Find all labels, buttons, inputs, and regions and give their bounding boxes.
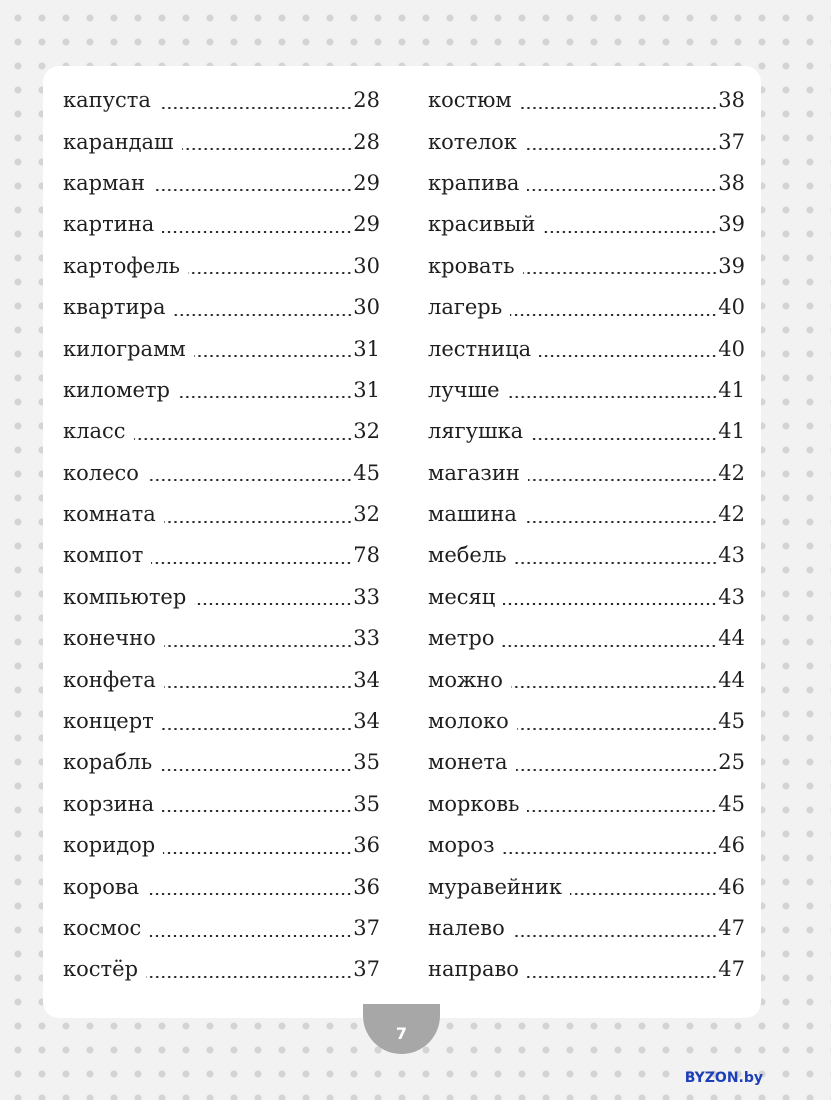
entry-page: 47 <box>718 957 745 982</box>
entry-page: 40 <box>718 295 745 320</box>
entry-word: компот <box>63 543 144 568</box>
index-entry <box>428 80 745 121</box>
page-number: 7 <box>395 1023 408 1043</box>
entry-page: 35 <box>353 750 380 775</box>
entry-page: 42 <box>718 460 745 485</box>
entry-word: красивый <box>428 212 536 237</box>
leader-dots <box>182 148 353 150</box>
entry-page: 30 <box>353 253 380 278</box>
leader-dots <box>162 231 352 233</box>
leader-dots <box>528 479 717 481</box>
index-column-right <box>428 80 745 991</box>
entry-word: мороз <box>428 833 495 858</box>
entry-word: картофель <box>63 253 180 278</box>
entry-page: 47 <box>718 916 745 940</box>
entry-page: 28 <box>353 88 380 113</box>
entry-word: можно <box>428 667 503 692</box>
entry-page: 33 <box>353 626 380 651</box>
entry-page: 37 <box>718 129 745 154</box>
leader-dots <box>163 852 352 854</box>
leader-dots <box>188 272 352 274</box>
entry-page: 30 <box>353 295 380 320</box>
entry-page: 44 <box>718 626 745 651</box>
leader-dots <box>178 396 352 398</box>
index-entry <box>428 659 745 700</box>
leader-dots <box>502 645 717 647</box>
index-entry <box>428 742 745 783</box>
leader-dots <box>164 645 353 647</box>
index-entry <box>428 908 745 949</box>
index-entry <box>428 494 745 535</box>
entry-word: корабль <box>63 750 153 775</box>
entry-page: 39 <box>718 212 745 237</box>
index-entry <box>63 618 380 659</box>
leader-dots <box>174 314 353 316</box>
leader-dots <box>527 810 717 812</box>
entry-word: корова <box>63 874 140 899</box>
index-entry <box>63 163 380 204</box>
leader-dots <box>513 935 718 937</box>
index-entry <box>428 246 745 287</box>
index-entry <box>428 370 745 411</box>
entry-page: 39 <box>718 253 745 278</box>
index-entry <box>63 825 380 866</box>
leader-dots <box>164 521 353 523</box>
watermark: BYZON.by <box>684 1070 763 1086</box>
index-column-left <box>63 80 380 991</box>
entry-page: 37 <box>353 957 380 982</box>
index-entry <box>63 246 380 287</box>
entry-page: 45 <box>353 460 380 485</box>
leader-dots <box>164 686 352 688</box>
index-entry <box>63 701 380 742</box>
leader-dots <box>153 189 352 191</box>
leader-dots <box>525 148 717 150</box>
index-entry <box>63 535 380 576</box>
index-entry <box>63 204 380 245</box>
entry-word: лучше <box>428 377 500 402</box>
leader-dots <box>527 189 717 191</box>
entry-page: 46 <box>718 874 745 899</box>
index-entry <box>428 618 745 659</box>
entry-page: 28 <box>353 129 380 154</box>
entry-word: крапива <box>428 170 520 195</box>
leader-dots <box>508 396 718 398</box>
entry-word: морковь <box>428 791 520 816</box>
entry-word: мебель <box>428 543 507 568</box>
index-entry <box>63 866 380 907</box>
leader-dots <box>570 893 717 895</box>
entry-page: 31 <box>353 377 380 402</box>
index-entry <box>428 784 745 825</box>
entry-word: квартира <box>63 295 166 320</box>
index-entry <box>63 908 380 949</box>
index-entry <box>428 121 745 162</box>
leader-dots <box>194 603 352 605</box>
entry-page: 38 <box>718 170 745 195</box>
entry-page: 78 <box>353 543 380 568</box>
entry-word: лестница <box>428 336 532 361</box>
index-card <box>43 66 761 1018</box>
entry-page: 34 <box>353 709 380 734</box>
entry-page: 42 <box>718 502 745 527</box>
entry-word: карандаш <box>63 129 174 154</box>
leader-dots <box>510 314 717 316</box>
entry-word: компьютер <box>63 584 187 609</box>
entry-word: килограмм <box>63 336 186 361</box>
entry-word: костюм <box>428 88 512 113</box>
index-entry <box>428 949 745 990</box>
entry-page: 34 <box>353 667 380 692</box>
entry-word: месяц <box>428 584 496 609</box>
entry-word: машина <box>428 502 517 527</box>
leader-dots <box>162 728 353 730</box>
index-entry <box>428 535 745 576</box>
index-entry <box>63 287 380 328</box>
entry-word: лягушка <box>428 419 524 444</box>
entry-word: муравейник <box>428 874 563 899</box>
index-entry <box>63 577 380 618</box>
entry-page: 29 <box>353 212 380 237</box>
entry-word: километр <box>63 377 170 402</box>
index-entry <box>63 742 380 783</box>
entry-page: 32 <box>353 502 380 527</box>
entry-page: 41 <box>718 419 745 444</box>
leader-dots <box>503 852 718 854</box>
entry-page: 45 <box>718 791 745 816</box>
leader-dots <box>149 935 352 937</box>
entry-page: 46 <box>718 833 745 858</box>
index-entry <box>428 163 745 204</box>
leader-dots <box>160 769 352 771</box>
entry-page: 36 <box>353 833 380 858</box>
leader-dots <box>517 728 718 730</box>
entry-word: конечно <box>63 626 156 651</box>
entry-page: 25 <box>718 750 745 775</box>
entry-page: 38 <box>718 88 745 113</box>
leader-dots <box>516 769 718 771</box>
index-entry <box>428 204 745 245</box>
index-entry <box>63 494 380 535</box>
entry-word: монета <box>428 750 508 775</box>
leader-dots <box>523 272 718 274</box>
leader-dots <box>520 107 718 109</box>
entry-page: 45 <box>718 709 745 734</box>
entry-word: налево <box>428 916 505 940</box>
entry-word: направо <box>428 957 519 982</box>
leader-dots <box>543 231 717 233</box>
entry-page: 43 <box>718 543 745 568</box>
index-entry <box>63 411 380 452</box>
entry-word: комната <box>63 502 156 527</box>
leader-dots <box>147 479 352 481</box>
index-entry <box>63 121 380 162</box>
index-entry <box>428 411 745 452</box>
entry-page: 41 <box>718 377 745 402</box>
index-entry <box>63 80 380 121</box>
entry-page: 35 <box>353 791 380 816</box>
entry-word: корзина <box>63 791 155 816</box>
leader-dots <box>159 107 352 109</box>
index-entry <box>428 287 745 328</box>
entry-word: класс <box>63 419 126 444</box>
entry-page: 37 <box>353 916 380 940</box>
leader-dots <box>134 438 353 440</box>
entry-word: кровать <box>428 253 515 278</box>
entry-word: космос <box>63 916 142 940</box>
entry-page: 32 <box>353 419 380 444</box>
index-entry <box>428 866 745 907</box>
page-number-badge <box>363 1004 440 1054</box>
entry-page: 40 <box>718 336 745 361</box>
leader-dots <box>162 810 352 812</box>
entry-word: молоко <box>428 709 509 734</box>
entry-page: 44 <box>718 667 745 692</box>
index-entry <box>63 949 380 990</box>
entry-page: 43 <box>718 584 745 609</box>
entry-word: картина <box>63 212 155 237</box>
index-entry <box>63 370 380 411</box>
leader-dots <box>147 893 352 895</box>
entry-word: котелок <box>428 129 517 154</box>
entry-word: карман <box>63 170 145 195</box>
leader-dots <box>146 976 352 978</box>
leader-dots <box>531 438 717 440</box>
index-entry <box>63 659 380 700</box>
index-entry <box>63 784 380 825</box>
entry-word: магазин <box>428 460 520 485</box>
leader-dots <box>525 521 717 523</box>
entry-word: капуста <box>63 88 151 113</box>
index-entry <box>428 701 745 742</box>
index-entry <box>428 577 745 618</box>
leader-dots <box>527 976 717 978</box>
entry-word: коридор <box>63 833 156 858</box>
entry-page: 33 <box>353 584 380 609</box>
index-entry <box>63 453 380 494</box>
entry-word: лагерь <box>428 295 503 320</box>
entry-word: концерт <box>63 709 154 734</box>
leader-dots <box>151 562 352 564</box>
index-entry <box>428 328 745 369</box>
entry-word: метро <box>428 626 495 651</box>
entry-page: 36 <box>353 874 380 899</box>
entry-word: колесо <box>63 460 139 485</box>
entry-word: конфета <box>63 667 156 692</box>
entry-page: 31 <box>353 336 380 361</box>
index-entry <box>63 328 380 369</box>
leader-dots <box>515 562 718 564</box>
leader-dots <box>194 355 353 357</box>
index-entry <box>428 825 745 866</box>
entry-word: костёр <box>63 957 139 982</box>
index-entry <box>428 453 745 494</box>
leader-dots <box>511 686 717 688</box>
entry-page: 29 <box>353 170 380 195</box>
leader-dots <box>503 603 717 605</box>
leader-dots <box>539 355 717 357</box>
